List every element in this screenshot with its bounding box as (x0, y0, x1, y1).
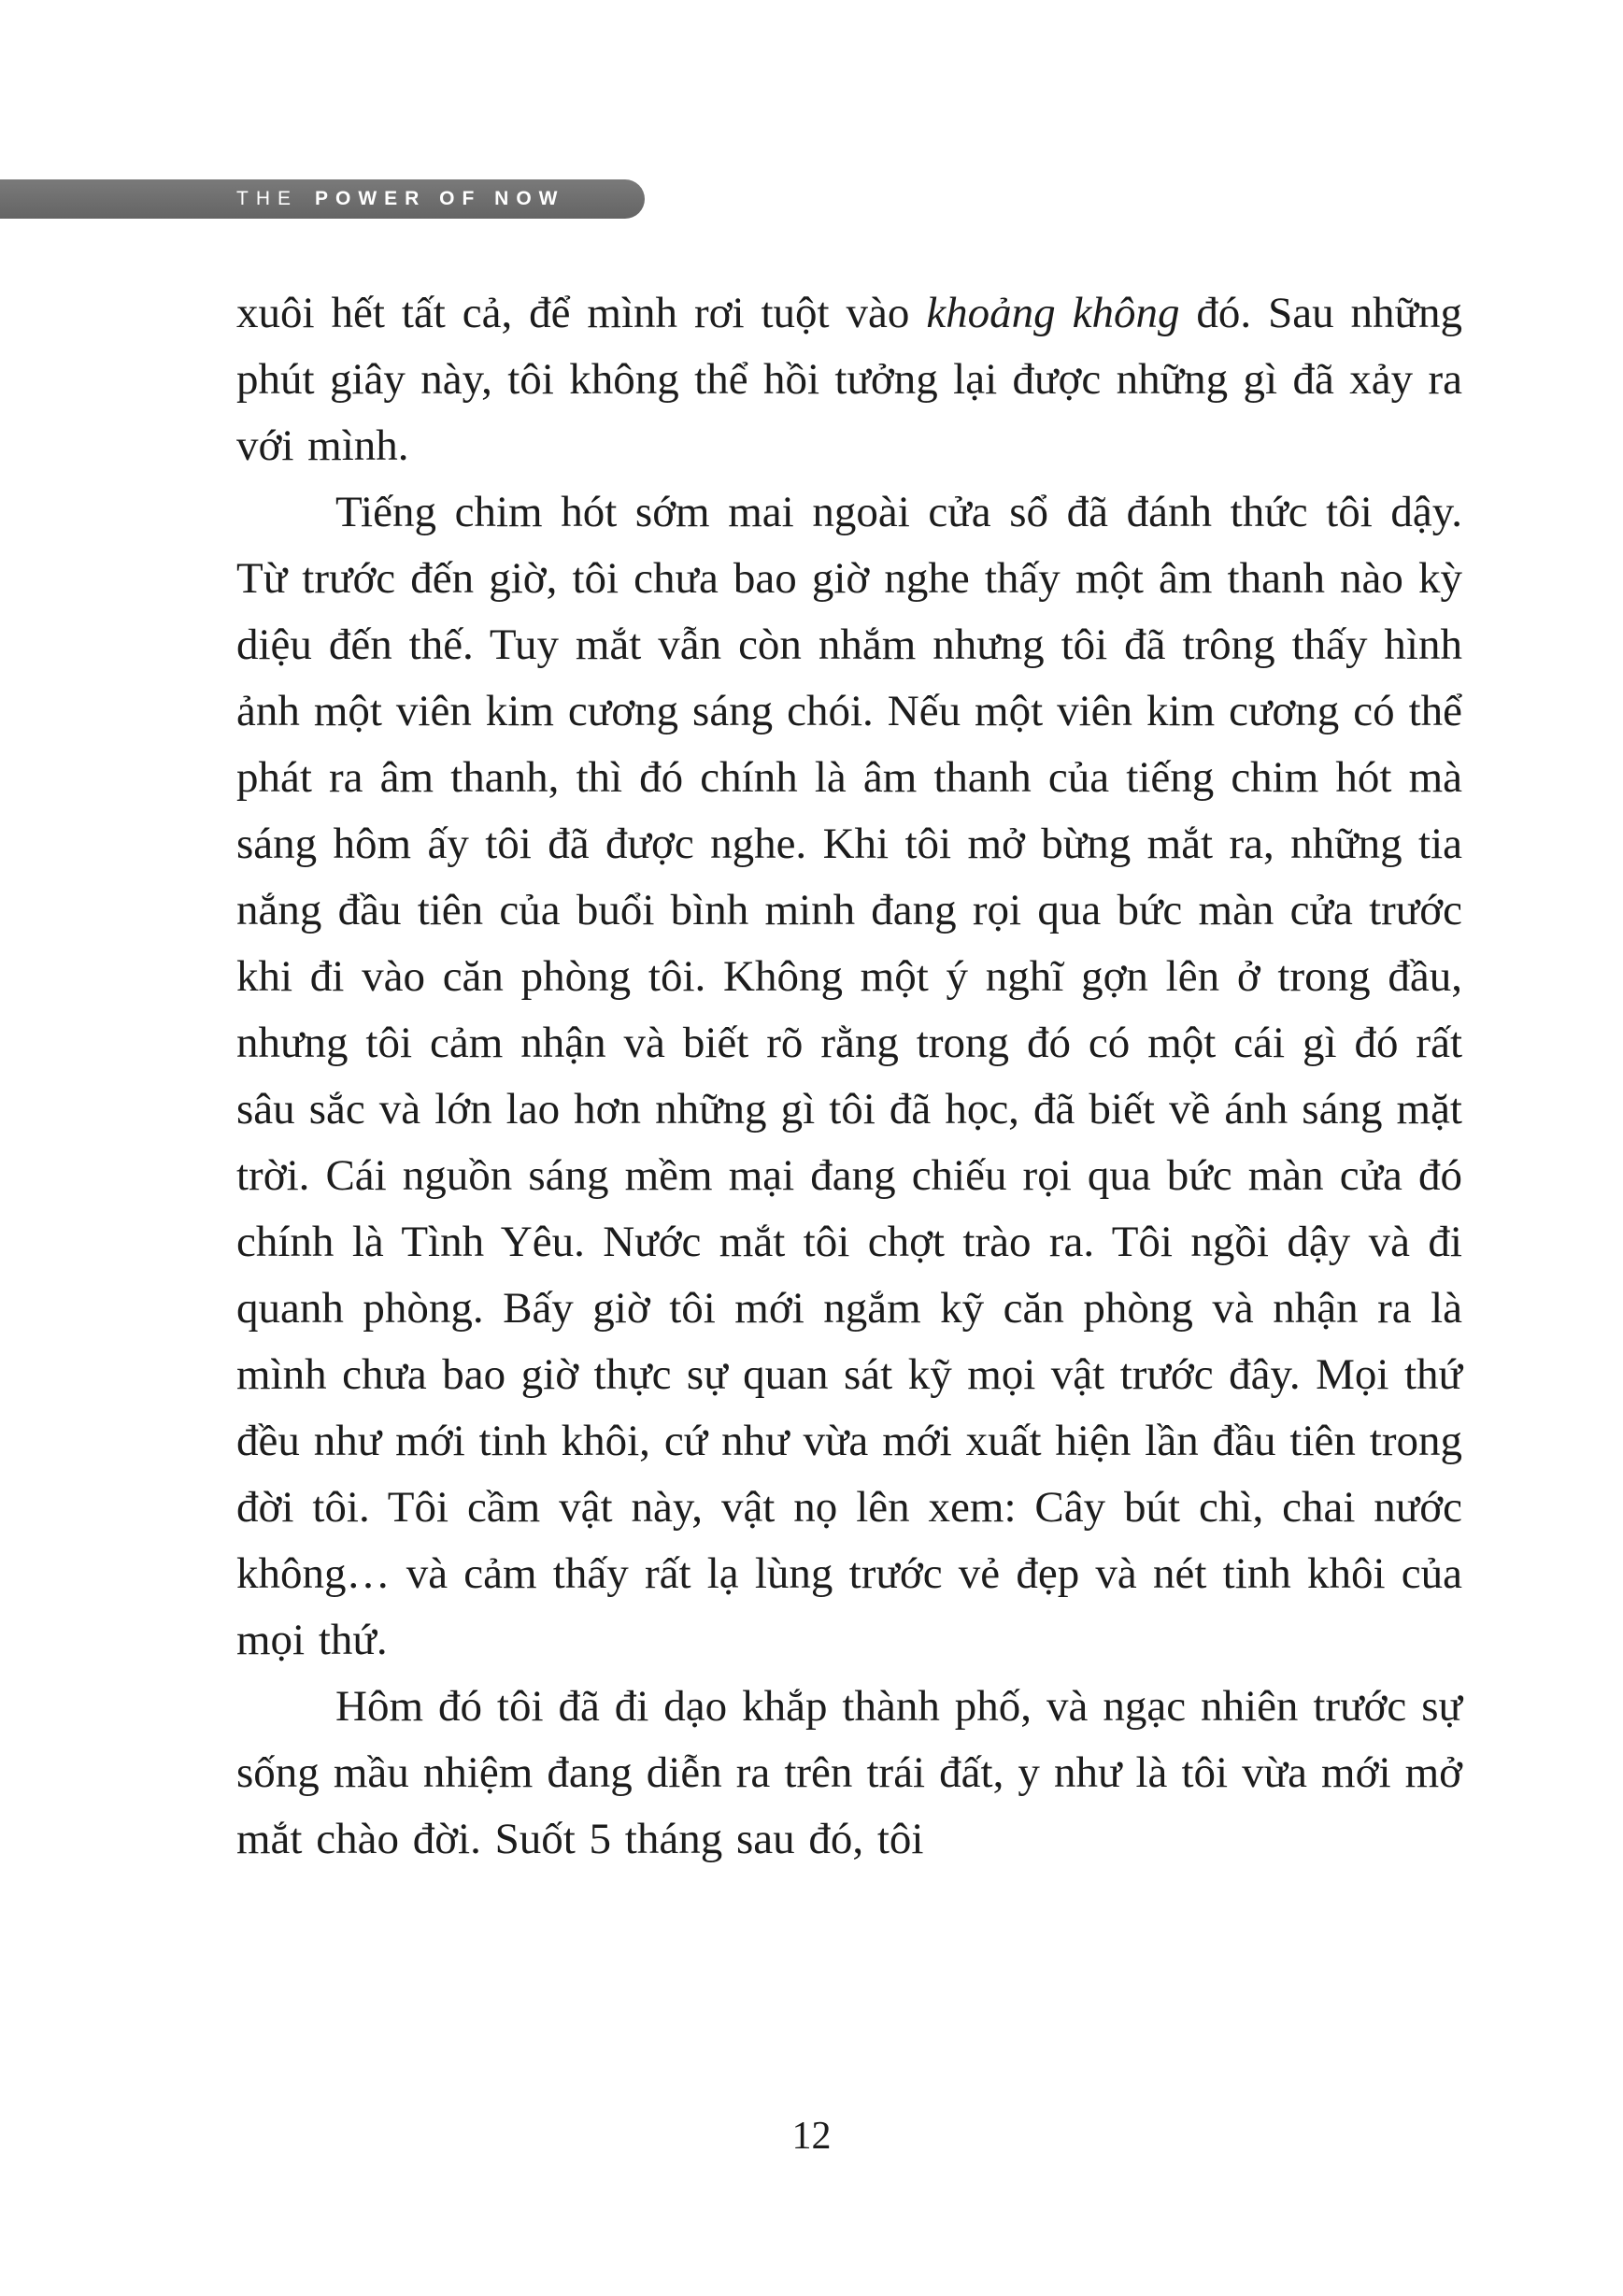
paragraph-1-text-before: xuôi hết tất cả, để mình rơi tuột vào (236, 289, 927, 337)
paragraph-1 (236, 280, 1462, 479)
page-number: 12 (791, 2115, 832, 2158)
page-text-block (236, 280, 1462, 1873)
paragraph-1-italic-phrase: khoảng không (926, 289, 1180, 337)
running-header-book-title-the: THE (236, 188, 298, 209)
running-header-book-title: POWER OF NOW (315, 188, 565, 209)
paragraph-2: Tiếng chim hót sớm mai ngoài cửa sổ đã đánh thức tôi dậy. Từ trước đến giờ, tôi chưa bao giờ nghe thấy một âm thanh nào kỳ diệu đến thế. Tuy mắt vẫn còn nhắm nhưng tôi đã trông thấy hình ảnh một viên kim cương sáng chói. Nếu một viên kim cương có thể phát ra âm thanh, thì đó chính là âm thanh của tiếng chim hót mà sáng hôm ấy tôi đã được nghe. Khi tôi mở bừng mắt ra, những tia nắng đầu tiên của buổi bình minh đang rọi qua bức màn cửa trước khi đi vào căn phòng tôi. Không một ý nghĩ gợn lên ở trong đầu, nhưng tôi cảm nhận và biết rõ rằng trong đó có một cái gì đó rất sâu sắc và lớn lao hơn những gì tôi đã học, đã biết về ánh sáng mặt trời. Cái nguồn sáng mềm mại đang chiếu rọi qua bức màn cửa đó chính là Tình Yêu. Nước mắt tôi chợt trào ra. Tôi ngồi dậy và đi quanh phòng. Bấy giờ tôi mới ngắm kỹ căn phòng và nhận ra là mình chưa bao giờ thực sự quan sát kỹ mọi vật trước đây. Mọi thứ đều như mới tinh khôi, cứ như vừa mới xuất hiện lần đầu tiên trong đời tôi. Tôi cầm vật này, vật nọ lên xem: Cây bút chì, chai nước không… và cảm thấy rất lạ lùng trước vẻ đẹp và nét tinh khôi của mọi thứ. (236, 488, 1462, 1664)
running-header (0, 179, 645, 219)
paragraph-1-text-after: đó. Sau những phút giây này, tôi không thể hồi tưởng lại được những gì đã xảy ra với mình. (236, 289, 1462, 470)
paragraph-3: Hôm đó tôi đã đi dạo khắp thành phố, và ngạc nhiên trước sự sống mầu nhiệm đang diễn ra trên trái đất, y như là tôi vừa mới mở mắt chào đời. Suốt 5 tháng sau đó, tôi (236, 1682, 1462, 1863)
